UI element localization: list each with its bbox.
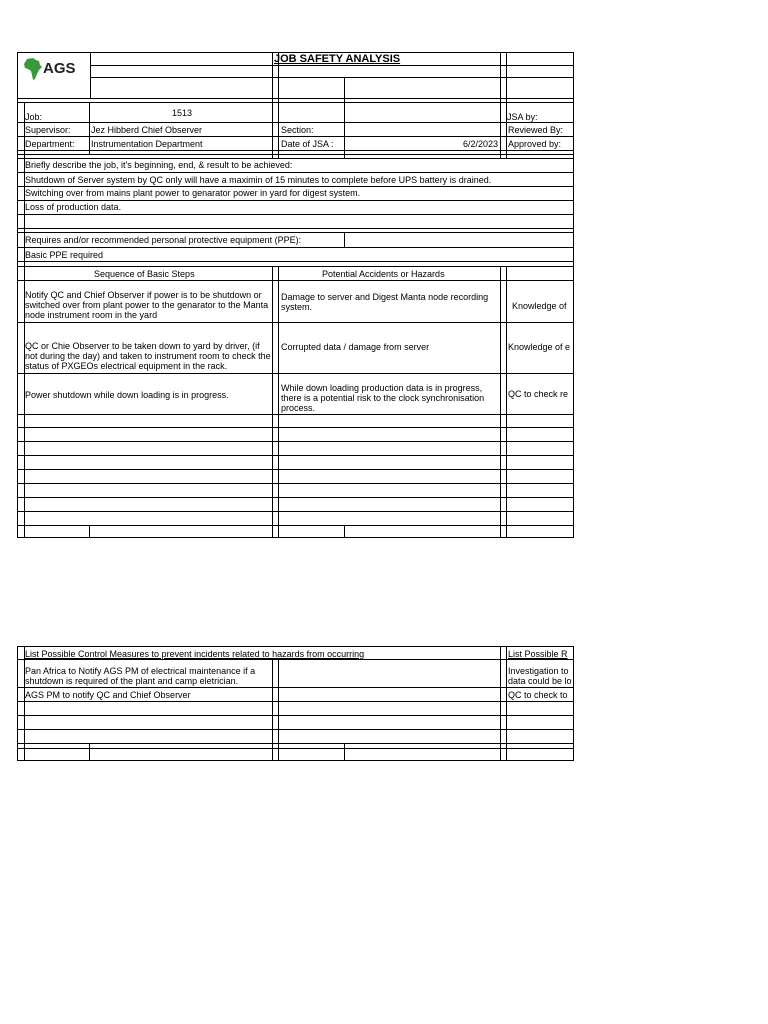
control-cell[interactable]: Pan Africa to Notify AGS PM of electrical maintenance if a shutdown is required of the plant and camp eletrician. <box>25 666 256 686</box>
page-title: JOB SAFETY ANALYSIS <box>274 53 401 65</box>
step-cell[interactable]: Notify QC and Chief Observer if power is to be shutdown or switched over from plant power to the genarator to the Manta node instrument room in the yard <box>25 290 269 320</box>
control-cell[interactable]: AGS PM to notify QC and Chief Observer <box>25 690 191 700</box>
recovery-cell[interactable]: QC to check to <box>508 690 568 700</box>
reviewed-by-label: Reviewed By: <box>508 125 564 135</box>
africa-icon <box>23 56 43 82</box>
jsa-by-label: JSA by: <box>507 112 538 122</box>
supervisor-value[interactable]: Jez Hibberd Chief Observer <box>91 125 203 135</box>
description-prompt: Briefly describe the job, it's beginning, end, & result to be achieved: <box>25 160 293 170</box>
hazard-cell[interactable]: Damage to server and Digest Manta node recording system. <box>281 292 489 312</box>
column-header-hazards: Potential Accidents or Hazards <box>322 269 445 279</box>
date-label: Date of JSA : <box>281 139 334 149</box>
description-line[interactable]: Shutdown of Server system by QC only will have a maximin of 15 minutes to complete before UPS battery is drained. <box>25 175 492 185</box>
logo-text: AGS <box>43 60 76 77</box>
description-line[interactable]: Switching over from mains plant power to genarator power in yard for digest system. <box>25 188 361 198</box>
section-label: Section: <box>281 125 314 135</box>
department-value[interactable]: Instrumentation Department <box>91 139 203 149</box>
column-header-steps: Sequence of Basic Steps <box>94 269 195 279</box>
hazard-cell[interactable]: While down loading production data is in progress, there is a potential risk to the clock synchronisation process. <box>281 383 485 413</box>
description-line[interactable]: Loss of production data. <box>25 202 122 212</box>
job-label: Job: <box>25 112 43 122</box>
supervisor-label: Supervisor: <box>25 125 71 135</box>
ppe-value[interactable]: Basic PPE required <box>25 250 104 260</box>
job-value[interactable]: 1513 <box>172 108 193 118</box>
date-value[interactable]: 6/2/2023 <box>463 139 499 149</box>
step-cell[interactable]: QC or Chie Observer to be taken down to yard by driver, (if not during the day) and taken to instrument room to check the status of PXGEOs electrical equipment in the rack. <box>25 341 271 371</box>
hazard-cell[interactable]: Corrupted data / damage from server <box>281 342 430 352</box>
extra-cell[interactable]: Knowledge of <box>512 301 567 311</box>
department-label: Department: <box>25 139 75 149</box>
ppe-prompt: Requires and/or recommended personal protective equipment (PPE): <box>25 235 302 245</box>
approved-by-label: Approved by: <box>508 139 562 149</box>
control-measures-title: List Possible Control Measures to prevent incidents related to hazards from occurring <box>25 649 365 659</box>
extra-cell[interactable]: QC to check re <box>508 389 569 399</box>
recovery-measures-title: List Possible R <box>508 649 568 659</box>
extra-cell[interactable]: Knowledge of e <box>508 342 571 352</box>
recovery-cell[interactable]: Investigation to data could be lo <box>508 666 572 686</box>
ags-logo <box>23 56 89 84</box>
step-cell[interactable]: Power shutdown while down loading is in progress. <box>25 390 229 400</box>
